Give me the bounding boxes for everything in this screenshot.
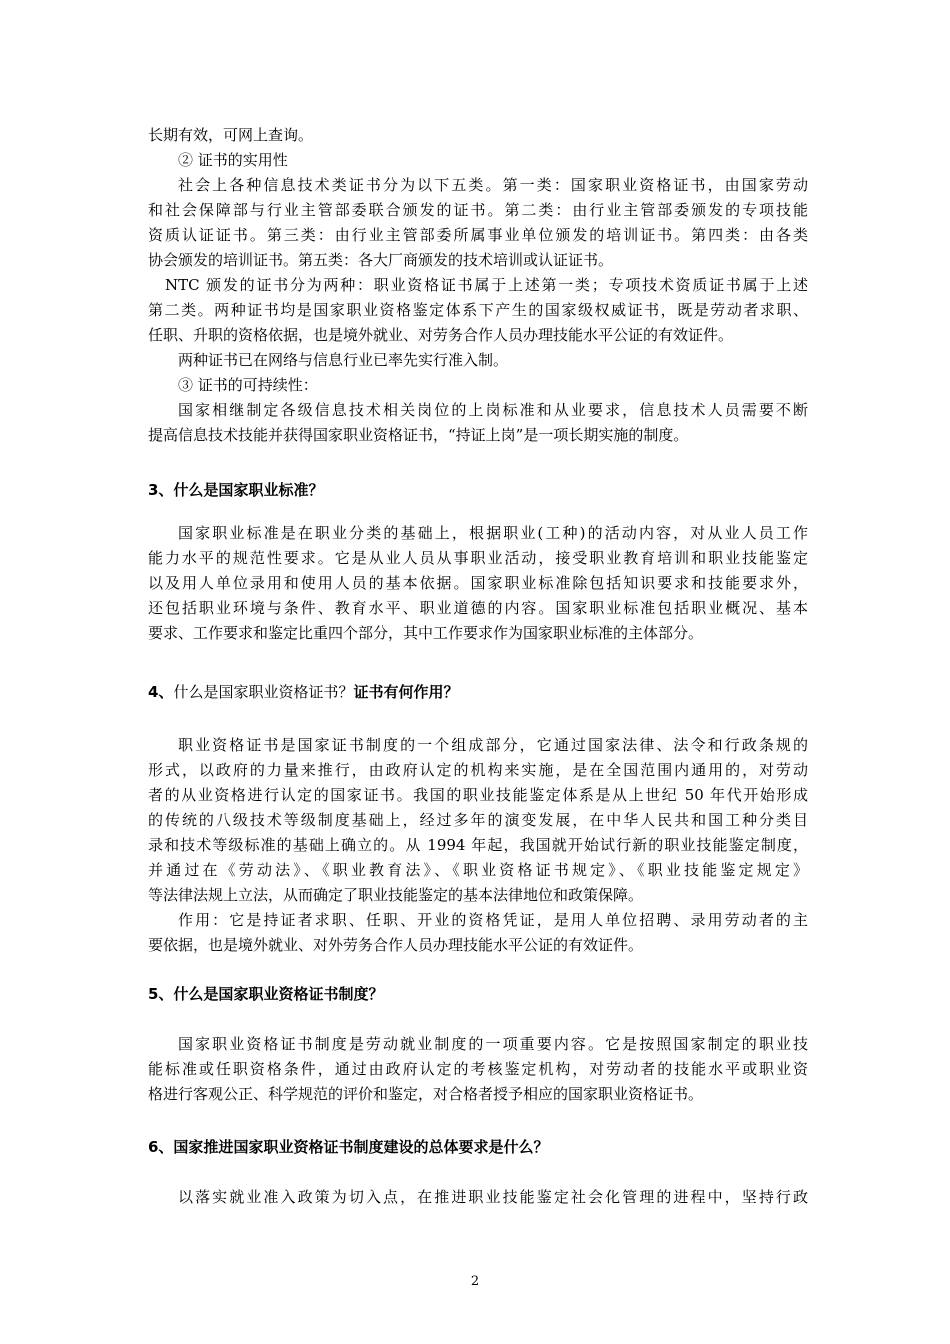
page-number: 2 — [470, 1274, 480, 1289]
q4-body — [148, 733, 808, 958]
q3-heading: 3、什么是国家职业标准？ — [148, 481, 324, 499]
q4-heading — [148, 680, 458, 705]
paragraph-line: 还包括职业环境与条件、教育水平、职业道德的内容。国家职业标准包括职业概况、基本 — [148, 599, 808, 617]
subheading-practicality: ② 证书的实用性 — [178, 151, 288, 169]
paragraph-line: 以落实就业准入政策为切入点，在推进职业技能鉴定社会化管理的进程中，坚持行政 — [178, 1188, 808, 1206]
paragraph-line: 协会颁发的培训证书。第五类：各大厂商颁发的技术培训或认证证书。 — [148, 251, 614, 269]
paragraph-line: 资质认证证书。第三类：由行业主管部委所属事业单位颁发的培训证书。第四类：由各类 — [148, 226, 808, 244]
paragraph-line: 社会上各种信息技术类证书分为以下五类。第一类：国家职业资格证书，由国家劳动 — [178, 176, 808, 194]
q3-body — [148, 521, 808, 646]
subheading-sustainability: ③ 证书的可持续性： — [178, 376, 318, 394]
paragraph-line: 作用：它是持证者求职、任职、开业的资格凭证，是用人单位招聘、录用劳动者的主 — [178, 911, 808, 929]
paragraph-line: 职业资格证书是国家证书制度的一个组成部分，它通过国家法律、法令和行政条规的 — [178, 736, 808, 754]
paragraph-line: 第二类。两种证书均是国家职业资格鉴定体系下产生的国家级权威证书，既是劳动者求职、 — [148, 301, 808, 319]
paragraph-line: 要求、工作要求和鉴定比重四个部分，其中工作要求作为国家职业标准的主体部分。 — [148, 624, 704, 642]
paragraph-line: 者的从业资格进行认定的国家证书。我国的职业技能鉴定体系是从上世纪 50 年代开始形成 — [148, 786, 808, 804]
q4-heading-bold: 证书有何作用？ — [353, 683, 459, 701]
q6-body — [148, 1185, 808, 1210]
paragraph-line: 长期有效，可网上查询。 — [148, 126, 314, 144]
paragraph-line: 并通过在《劳动法》、《职业教育法》、《职业资格证书规定》、《职业技能鉴定规定》 — [148, 861, 808, 879]
q6-heading: 6、国家推进国家职业资格证书制度建设的总体要求是什么？ — [148, 1138, 549, 1156]
q4-heading-number: 4、 — [148, 683, 174, 701]
paragraph-line: 能标准或任职资格条件，通过由政府认定的考核鉴定机构，对劳动者的技能水平或职业资 — [148, 1060, 808, 1078]
paragraph-line: 格进行客观公正、科学规范的评价和鉴定，对合格者授予相应的国家职业资格证书。 — [148, 1085, 704, 1103]
paragraph-line: 和社会保障部与行业主管部委联合颁发的证书。第二类：由行业主管部委颁发的专项技能 — [148, 201, 808, 219]
paragraph-line: 等法律法规上立法，从而确定了职业技能鉴定的基本法律地位和政策保障。 — [148, 886, 644, 904]
paragraph-line: 国家相继制定各级信息技术相关岗位的上岗标准和从业要求，信息技术人员需要不断 — [178, 401, 808, 419]
paragraph-line: 录和技术等级标准的基础上确立的。从 1994 年起，我国就开始试行新的职业技能鉴定制度， — [148, 836, 808, 854]
q4-heading-question: 什么是国家职业资格证书？ — [173, 683, 354, 701]
paragraph-line: NTC 颁发的证书分为两种：职业资格证书属于上述第一类；专项技术资质证书属于上述 — [165, 276, 808, 294]
paragraph-line: 国家职业资格证书制度是劳动就业制度的一项重要内容。它是按照国家制定的职业技 — [178, 1035, 808, 1053]
paragraph-line: 的传统的八级技术等级制度基础上，经过多年的演变发展，在中华人民共和国工种分类目 — [148, 811, 808, 829]
paragraph-line: 提高信息技术技能并获得国家职业资格证书，“持证上岗”是一项长期实施的制度。 — [148, 426, 689, 444]
paragraph-line: 能力水平的规范性要求。它是从业人员从事职业活动，接受职业教育培训和职业技能鉴定 — [148, 549, 808, 567]
q5-heading: 5、什么是国家职业资格证书制度？ — [148, 985, 384, 1003]
paragraph-line: 任职、升职的资格依据，也是境外就业、对劳务合作人员办理技能水平公证的有效证件。 — [148, 326, 734, 344]
paragraph-line: 两种证书已在网络与信息行业已率先实行准入制。 — [178, 351, 509, 369]
section-top — [148, 123, 808, 448]
paragraph-line: 要依据，也是境外就业、对外劳务合作人员办理技能水平公证的有效证件。 — [148, 936, 644, 954]
paragraph-line: 国家职业标准是在职业分类的基础上，根据职业(工种)的活动内容，对从业人员工作 — [178, 524, 808, 542]
paragraph-line: 形式，以政府的力量来推行，由政府认定的机构来实施，是在全国范围内通用的，对劳动 — [148, 761, 808, 779]
paragraph-line: 以及用人单位录用和使用人员的基本依据。国家职业标准除包括知识要求和技能要求外， — [148, 574, 808, 592]
q5-body — [148, 1032, 808, 1107]
